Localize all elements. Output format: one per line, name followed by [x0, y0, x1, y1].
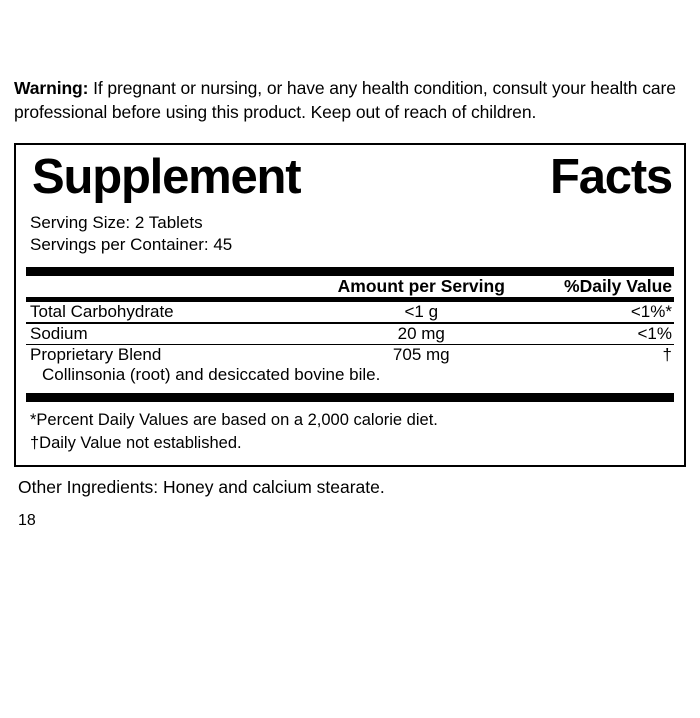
row-name: Sodium [30, 323, 88, 343]
warning-paragraph [14, 18, 686, 126]
supplement-label-page [0, 18, 700, 718]
row-daily-value: † [662, 345, 672, 365]
warning-text: If pregnant or nursing, or have any health condition, consult your health care professional before using this product. Keep out of reach of children. [14, 77, 676, 123]
row-amount: 20 mg [397, 323, 445, 343]
divider-thick-bottom [26, 393, 674, 402]
supplement-facts-title [26, 149, 674, 206]
table-row [26, 302, 674, 322]
supplement-facts-rows [26, 302, 674, 385]
table-header-row [26, 276, 674, 297]
row-daily-value: <1%* [630, 302, 672, 322]
header-daily-value: %Daily Value [564, 276, 672, 297]
table-row [26, 324, 674, 344]
page-number: 18 [18, 511, 36, 529]
blend-ingredients-row [26, 365, 674, 385]
header-nutrient [26, 276, 311, 297]
title-supplement: Supplement [32, 149, 301, 204]
title-facts: Facts [549, 149, 672, 204]
serving-size: Serving Size: 2 Tablets [30, 212, 203, 232]
supplement-facts-table [26, 276, 674, 297]
row-daily-value: <1% [637, 323, 672, 343]
row-amount: <1 g [404, 302, 439, 322]
footnotes [26, 402, 674, 459]
row-amount: 705 mg [392, 345, 450, 365]
footnote-dagger: †Daily Value not established. [30, 433, 242, 452]
servings-per-container: Servings per Container: 45 [30, 235, 233, 255]
divider-thick-top [26, 267, 674, 276]
serving-info [26, 206, 674, 260]
other-ingredients: Other Ingredients: Honey and calcium stearate. [18, 476, 385, 497]
blend-ingredients: Collinsonia (root) and desiccated bovine bile. [42, 365, 381, 385]
header-amount-per-serving: Amount per Serving [337, 276, 505, 297]
footnote-percent-daily-value: *Percent Daily Values are based on a 2,000 calorie diet. [30, 411, 438, 430]
supplement-facts-panel [14, 143, 686, 467]
row-name: Total Carbohydrate [30, 302, 174, 322]
row-name: Proprietary Blend [30, 345, 162, 365]
table-row [26, 345, 674, 365]
warning-label: Warning: [14, 77, 89, 98]
